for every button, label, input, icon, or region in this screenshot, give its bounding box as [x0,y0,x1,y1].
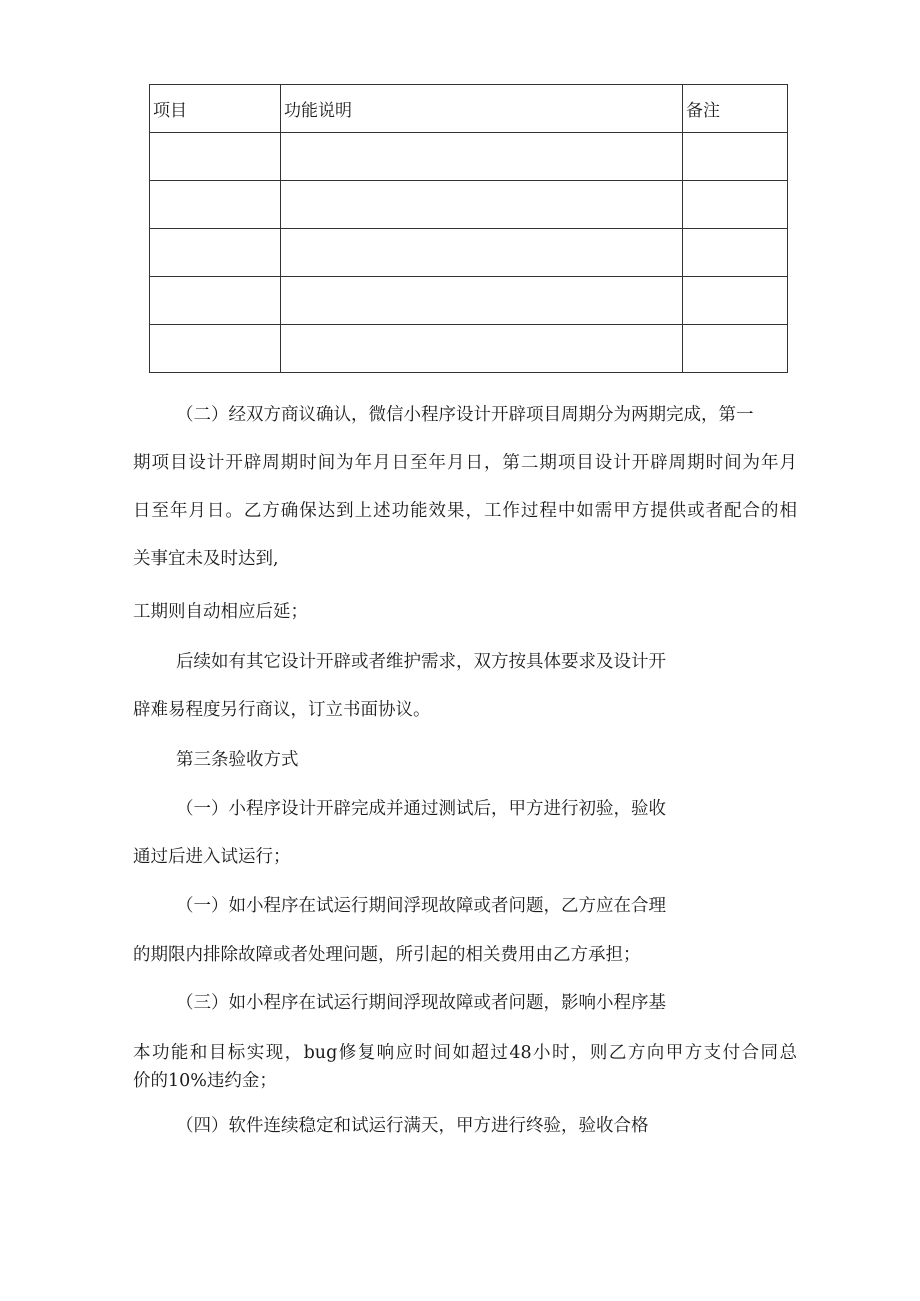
paragraph-line: 日至年月日。乙方确保达到上述功能效果，工作过程中如需甲方提供或者配合的相 [133,501,797,521]
table-cell [150,277,281,325]
table-row [150,181,788,229]
paragraph-line: 通过后进入试运行； [133,847,291,867]
table-cell [281,133,683,181]
paragraph-line: （一）如小程序在试运行期间浮现故障或者问题，乙方应在合理 [176,896,666,916]
header-cell-item: 项目 [150,85,281,133]
paragraph-line: （二）经双方商议确认，微信小程序设计开辟项目周期分为两期完成，第一 [176,405,754,425]
table-cell [150,133,281,181]
table-cell [150,181,281,229]
paragraph-line: （四）软件连续稳定和试运行满天，甲方进行终验，验收合格 [176,1116,649,1136]
header-cell-remarks: 备注 [683,85,788,133]
paragraph-line: 关事宜未及时达到, [133,549,279,569]
table-cell [281,181,683,229]
header-cell-function: 功能说明 [281,85,683,133]
table-cell [281,325,683,373]
table-cell [683,181,788,229]
paragraph-line: 工期则自动相应后延； [133,602,308,622]
table-cell [150,229,281,277]
table-row [150,229,788,277]
table-cell [683,325,788,373]
paragraph-line: 的期限内排除故障或者处理问题，所引起的相关费用由乙方承担； [133,945,641,965]
paragraph-line: 价的10%违约金； [133,1071,277,1091]
paragraph-line: （三）如小程序在试运行期间浮现故障或者问题，影响小程序基 [176,993,666,1013]
paragraph-line: 期项目设计开辟周期时间为年月日至年月日，第二期项目设计开辟周期时间为年月 [133,453,797,473]
paragraph-line: （一）小程序设计开辟完成并通过测试后，甲方进行初验，验收 [176,799,666,819]
table-cell [683,277,788,325]
table-row [150,277,788,325]
table-header-row [150,85,788,133]
table-cell [150,325,281,373]
section-heading: 第三条验收方式 [176,750,299,770]
feature-table [149,84,788,373]
table-cell [683,229,788,277]
table-row [150,325,788,373]
table-cell [281,277,683,325]
table-row [150,133,788,181]
paragraph-line: 辟难易程度另行商议，订立书面协议。 [133,700,431,720]
table-cell [683,133,788,181]
paragraph-line: 后续如有其它设计开辟或者维护需求，双方按具体要求及设计开 [176,652,666,672]
paragraph-line: 本功能和目标实现，bug修复响应时间如超过48小时，则乙方向甲方支付合同总 [133,1043,797,1063]
table-cell [281,229,683,277]
